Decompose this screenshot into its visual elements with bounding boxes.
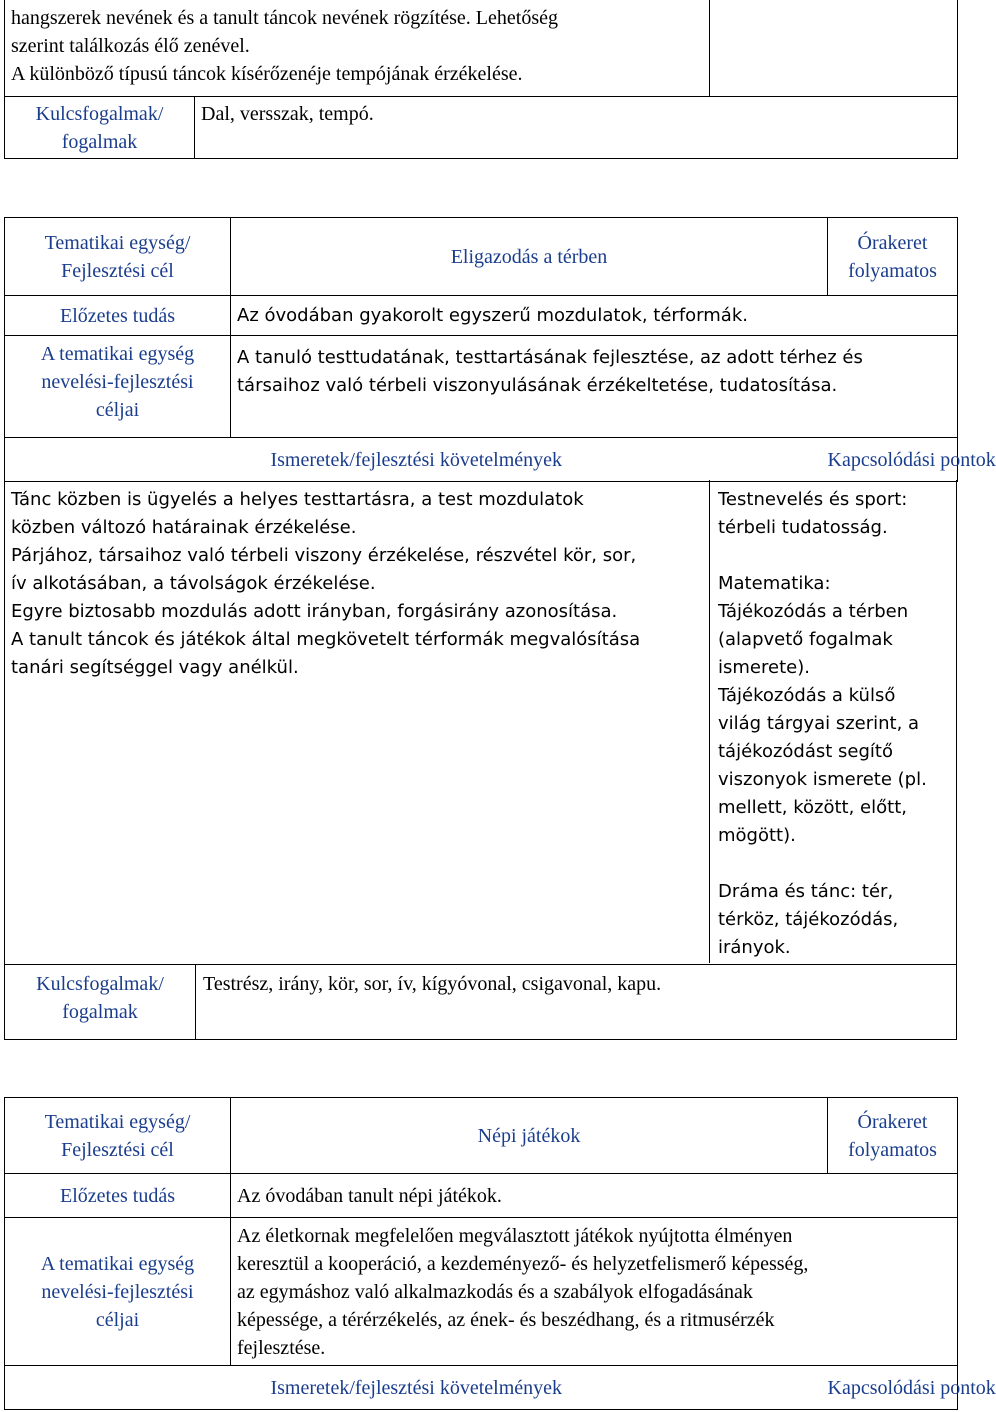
text-cell — [5, 0, 710, 96]
tematikai-egyseg-label: Tematikai egység/ Fejlesztési cél — [5, 1098, 231, 1174]
orakeret: Órakeret folyamatos — [828, 218, 958, 296]
text-line: A különböző típusú táncok kísérőzenéje tempójának érzékelése. — [11, 63, 523, 85]
celjai-value: A tanuló testtudatának, testtartásának fejlesztése, az adott térhez és társaihoz való térbeli viszonyulásának érzékeltetése, tudatosítása. — [231, 336, 958, 438]
kulcsfogalmak-label: Kulcsfogalmak/ fogalmak — [36, 973, 164, 1023]
empty-cell — [710, 0, 958, 96]
elozetes-tudas-value: Az óvodában tanult népi játékok. — [231, 1174, 958, 1218]
column-divider — [709, 480, 710, 963]
celjai-value: Az életkornak megfelelően megválasztott játékok nyújtotta élményen keresztül a kooperáció, a kezdeményező- és helyzetfelismerő képesség, az egymáshoz való alkalmazkodás és a szabályok elfogadásának képessége, a térérzékelés, az ének- és beszédhang, és a ritmusérzék fejlesztése. — [231, 1218, 958, 1366]
ismeretek-header: Ismeretek/fejlesztési követelmények — [5, 1366, 828, 1410]
kapcsolodasi-header: Kapcsolódási pontok — [828, 438, 958, 482]
ismeretek-text: Tánc közben is ügyelés a helyes testtartásra, a test mozdulatok közben változó határainak érzékelése. Párjához, társaihoz való térbeli viszony érzékelése, részvétel kör, sor, ív alkotásában, a távolságok érzékelése. Egyre biztosabb mozdulás adott irányban, forgásirány azonosítása. A tanult táncok és játékok által megkövetelt térformák megvalósítása tanári segítséggel vagy anélkül. — [11, 489, 641, 678]
kapcsolodasi-header: Kapcsolódási pontok — [828, 1366, 958, 1410]
kulcsfogalmak-value: Testrész, irány, kör, sor, ív, kígyóvonal, csigavonal, kapu. — [203, 973, 662, 995]
table-continuation — [4, 0, 958, 159]
orakeret: Órakeret folyamatos — [828, 1098, 958, 1174]
kulcs-row-divider — [5, 964, 956, 965]
kulcsfogalmak-value: Dal, versszak, tempó. — [195, 96, 958, 158]
tematikai-egyseg-label: Tematikai egység/ Fejlesztési cél — [5, 218, 231, 296]
ismeretek-body — [4, 480, 957, 1040]
unit-title: Eligazodás a térben — [231, 218, 828, 296]
kapcsolodasi-text: Testnevelés és sport: térbeli tudatosság. Matematika: Tájékozódás a térben (alapvető fogalmak ismerete). Tájékozódás a külső világ tárgyai szerint, a tájékozódást segítő viszonyok ismerete (pl. mellett, között, előtt, mögött). Dráma és tánc: tér, térköz, tájékozódás, irányok. — [718, 489, 927, 958]
table-nepi-jatekok — [4, 1097, 996, 1410]
ismeretek-header: Ismeretek/fejlesztési követelmények — [5, 438, 828, 482]
celjai-label: A tematikai egység nevelési-fejlesztési céljai — [5, 336, 231, 438]
celjai-label: A tematikai egység nevelési-fejlesztési céljai — [5, 1218, 231, 1366]
elozetes-tudas-value: Az óvodában gyakorolt egyszerű mozdulatok, térformák. — [231, 296, 958, 336]
kulcs-col-divider — [195, 964, 196, 1039]
elozetes-tudas-label: Előzetes tudás — [5, 1174, 231, 1218]
kulcsfogalmak-label: Kulcsfogalmak/ fogalmak — [5, 96, 195, 158]
table-eligazodas — [4, 217, 996, 482]
unit-title: Népi játékok — [231, 1098, 828, 1174]
text-line: szerint találkozás élő zenével. — [11, 35, 250, 57]
elozetes-tudas-label: Előzetes tudás — [5, 296, 231, 336]
text-line: hangszerek nevének és a tanult táncok nevének rögzítése. Lehetőség — [11, 7, 558, 29]
